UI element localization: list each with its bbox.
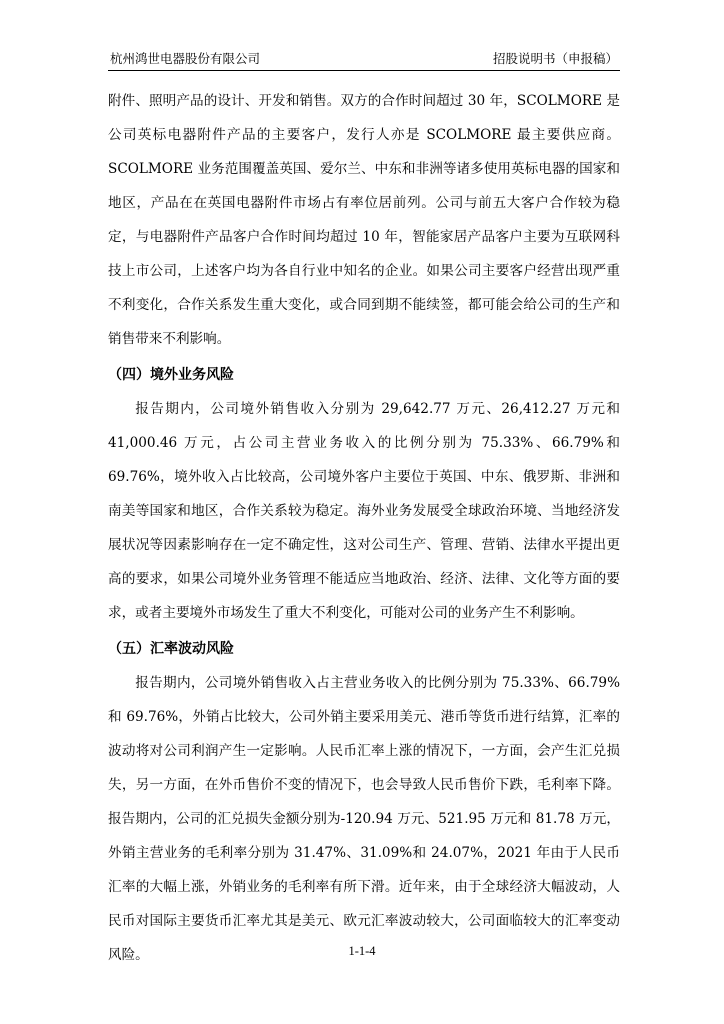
header-doc-title: 招股说明书（申报稿） xyxy=(492,51,618,66)
section-5-paragraph: 报告期内，公司境外销售收入占主营业务收入的比例分别为 75.33%、66.79% 和 69.76%，外销占比较大，公司外销主要采用美元、港币等货币进行结算，汇率的波动将对公司利润产生一定影响。人民币汇率上涨的情况下，一方面，会产生汇兑损失，另一方面，在外币售价不变的情况下，也会导致人民币售价下跌，毛利率下降。报告期内，公司的汇兑损失金额分别为-120.94 万元、521.95 万元和 81.78 万元，外销主营业务的毛利率分别为 31.47%、31.09%和 24.07%，2021 年由于人民币汇率的大幅上涨，外销业务的毛利率有所下滑。近年来，由于全球经济大幅波动，人民币对国际主要货币汇率尤其是美元、欧元汇率波动较大，公司面临较大的汇率变动风险。 xyxy=(108,675,620,963)
page-header xyxy=(108,48,620,71)
paragraph-customers: 附件、照明产品的设计、开发和销售。双方的合作时间超过 30 年，SCOLMORE 是公司英标电器附件产品的主要客户，发行人亦是 SCOLMORE 最主要供应商。SCOLMORE 业务范围覆盖英国、爱尔兰、中东和非洲等诸多使用英标电器的国家和地区，产品在在英国电器附件市场占有率位居前列。公司与前五大客户合作较为稳定，与电器附件产品客户合作时间均超过 10 年，智能家居产品客户主要为互联网科技上市公司，上述客户均为各自行业中知名的企业。如果公司主要客户经营出现严重不利变化，合作关系发生重大变化，或合同到期不能续签，都可能会给公司的生产和销售带来不利影响。 xyxy=(108,93,620,347)
page-number: 1-1-4 xyxy=(348,944,376,958)
section-5-heading: （五）汇率波动风险 xyxy=(108,641,234,657)
section-4-paragraph: 报告期内，公司境外销售收入分别为 29,642.77 万元、26,412.27 万元和 41,000.46 万元，占公司主营业务收入的比例分别为 75.33%、66.79%和 69.76%，境外收入占比较高，公司境外客户主要位于英国、中东、俄罗斯、非洲和南美等国家和地区，合作关系较为稳定。海外业务发展受全球政治环境、当地经济发展状况等因素影响存在一定不确定性，这对公司生产、管理、营销、法律水平提出更高的要求，如果公司境外业务管理不能适应当地政治、经济、法律、文化等方面的要求，或者主要境外市场发生了重大不利变化，可能对公司的业务产生不利影响。 xyxy=(108,401,620,621)
page-content xyxy=(108,84,620,972)
header-company: 杭州鸿世电器股份有限公司 xyxy=(110,51,261,66)
section-4-heading: （四）境外业务风险 xyxy=(108,367,234,383)
